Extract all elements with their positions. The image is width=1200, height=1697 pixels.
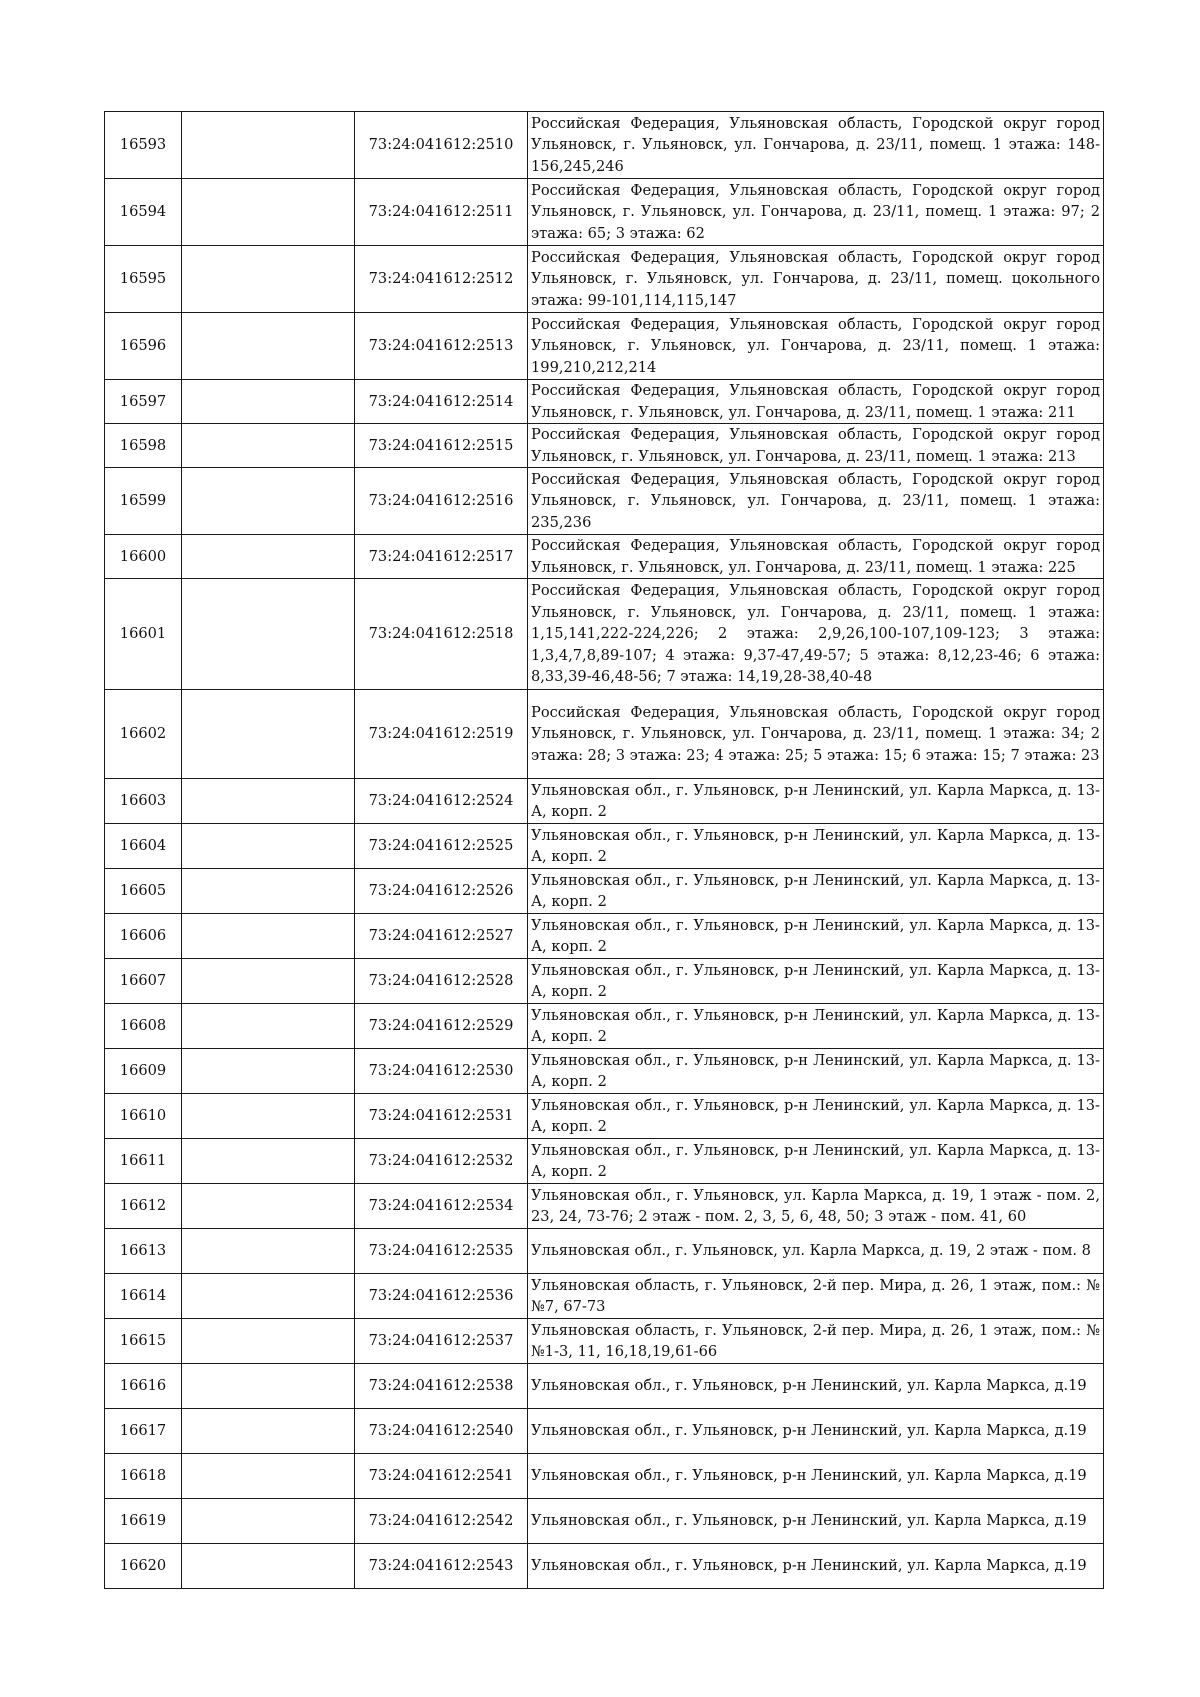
address-cell: Российская Федерация, Ульяновская область, Городской округ город Ульяновск, г. Ульяновск, ул. Гончарова, д. 23/11, помещ. 1 этажа: 235,236 bbox=[528, 468, 1104, 535]
row-number: 16598 bbox=[105, 424, 182, 468]
cadastral-number: 73:24:041612:2514 bbox=[355, 380, 528, 424]
address-cell: Ульяновская обл., г. Ульяновск, р-н Ленинский, ул. Карла Маркса, д. 13-А, корп. 2 bbox=[528, 1094, 1104, 1139]
table-row bbox=[105, 579, 1104, 690]
empty-cell bbox=[182, 179, 355, 246]
cadastral-number: 73:24:041612:2535 bbox=[355, 1229, 528, 1274]
row-number: 16612 bbox=[105, 1184, 182, 1229]
cadastral-number: 73:24:041612:2543 bbox=[355, 1544, 528, 1589]
address-cell: Российская Федерация, Ульяновская область, Городской округ город Ульяновск, г. Ульяновск, ул. Гончарова, д. 23/11, помещ. 1 этажа: 211 bbox=[528, 380, 1104, 424]
row-number: 16616 bbox=[105, 1364, 182, 1409]
row-number: 16600 bbox=[105, 535, 182, 579]
registry-table bbox=[104, 111, 1104, 1589]
empty-cell bbox=[182, 380, 355, 424]
table-row bbox=[105, 779, 1104, 824]
table-row bbox=[105, 468, 1104, 535]
address-cell: Ульяновская обл., г. Ульяновск, р-н Ленинский, ул. Карла Маркса, д. 13-А, корп. 2 bbox=[528, 1139, 1104, 1184]
table-row bbox=[105, 914, 1104, 959]
table-row bbox=[105, 1364, 1104, 1409]
address-cell: Российская Федерация, Ульяновская область, Городской округ город Ульяновск, г. Ульяновск, ул. Гончарова, д. 23/11, помещ. цокольного этажа: 99-101,114,115,147 bbox=[528, 246, 1104, 313]
table-row bbox=[105, 380, 1104, 424]
cadastral-number: 73:24:041612:2537 bbox=[355, 1319, 528, 1364]
cadastral-number: 73:24:041612:2538 bbox=[355, 1364, 528, 1409]
table-row bbox=[105, 535, 1104, 579]
empty-cell bbox=[182, 824, 355, 869]
row-number: 16602 bbox=[105, 690, 182, 779]
address-cell: Ульяновская область, г. Ульяновск, 2-й пер. Мира, д. 26, 1 этаж, пом.: №№7, 67-73 bbox=[528, 1274, 1104, 1319]
cadastral-number: 73:24:041612:2525 bbox=[355, 824, 528, 869]
address-cell: Ульяновская обл., г. Ульяновск, р-н Ленинский, ул. Карла Маркса, д. 13-А, корп. 2 bbox=[528, 1004, 1104, 1049]
table-row bbox=[105, 1499, 1104, 1544]
cadastral-number: 73:24:041612:2534 bbox=[355, 1184, 528, 1229]
empty-cell bbox=[182, 1184, 355, 1229]
table-row bbox=[105, 1229, 1104, 1274]
table-row bbox=[105, 1004, 1104, 1049]
address-cell: Ульяновская обл., г. Ульяновск, ул. Карла Маркса, д. 19, 1 этаж - пом. 2, 23, 24, 73-76; 2 этаж - пом. 2, 3, 5, 6, 48, 50; 3 этаж - пом. 41, 60 bbox=[528, 1184, 1104, 1229]
table-row bbox=[105, 1319, 1104, 1364]
empty-cell bbox=[182, 535, 355, 579]
address-cell: Ульяновская обл., г. Ульяновск, р-н Ленинский, ул. Карла Маркса, д. 13-А, корп. 2 bbox=[528, 824, 1104, 869]
address-cell: Ульяновская обл., г. Ульяновск, р-н Ленинский, ул. Карла Маркса, д.19 bbox=[528, 1409, 1104, 1454]
table-row bbox=[105, 246, 1104, 313]
empty-cell bbox=[182, 1364, 355, 1409]
row-number: 16620 bbox=[105, 1544, 182, 1589]
cadastral-number: 73:24:041612:2532 bbox=[355, 1139, 528, 1184]
empty-cell bbox=[182, 869, 355, 914]
row-number: 16618 bbox=[105, 1454, 182, 1499]
cadastral-number: 73:24:041612:2518 bbox=[355, 579, 528, 690]
row-number: 16606 bbox=[105, 914, 182, 959]
empty-cell bbox=[182, 1139, 355, 1184]
table-row bbox=[105, 1544, 1104, 1589]
empty-cell bbox=[182, 313, 355, 380]
table-row bbox=[105, 869, 1104, 914]
address-cell: Российская Федерация, Ульяновская область, Городской округ город Ульяновск, г. Ульяновск, ул. Гончарова, д. 23/11, помещ. 1 этажа: 213 bbox=[528, 424, 1104, 468]
cadastral-number: 73:24:041612:2541 bbox=[355, 1454, 528, 1499]
empty-cell bbox=[182, 1319, 355, 1364]
empty-cell bbox=[182, 1004, 355, 1049]
address-cell: Ульяновская обл., г. Ульяновск, р-н Ленинский, ул. Карла Маркса, д. 13-А, корп. 2 bbox=[528, 1049, 1104, 1094]
cadastral-number: 73:24:041612:2526 bbox=[355, 869, 528, 914]
table-row bbox=[105, 1409, 1104, 1454]
cadastral-number: 73:24:041612:2536 bbox=[355, 1274, 528, 1319]
table-row bbox=[105, 1454, 1104, 1499]
row-number: 16596 bbox=[105, 313, 182, 380]
row-number: 16613 bbox=[105, 1229, 182, 1274]
row-number: 16597 bbox=[105, 380, 182, 424]
address-cell: Российская Федерация, Ульяновская область, Городской округ город Ульяновск, г. Ульяновск, ул. Гончарова, д. 23/11, помещ. 1 этажа: 1,15,141,222-224,226; 2 этажа: 2,9,26,100-107,109-123; 3 этажа: 1,3,4,7,8,89-107; 4 этажа: 9,37-47,49-57; 5 этажа: 8,12,23-46; 6 этажа: 8,33,39-46,48-56; 7 этажа: 14,19,28-38,40-48 bbox=[528, 579, 1104, 690]
row-number: 16604 bbox=[105, 824, 182, 869]
address-cell: Ульяновская обл., г. Ульяновск, р-н Ленинский, ул. Карла Маркса, д.19 bbox=[528, 1364, 1104, 1409]
address-cell: Российская Федерация, Ульяновская область, Городской округ город Ульяновск, г. Ульяновск, ул. Гончарова, д. 23/11, помещ. 1 этажа: 199,210,212,214 bbox=[528, 313, 1104, 380]
empty-cell bbox=[182, 1049, 355, 1094]
empty-cell bbox=[182, 246, 355, 313]
empty-cell bbox=[182, 468, 355, 535]
empty-cell bbox=[182, 112, 355, 179]
table-row bbox=[105, 824, 1104, 869]
row-number: 16615 bbox=[105, 1319, 182, 1364]
table-row bbox=[105, 1049, 1104, 1094]
cadastral-number: 73:24:041612:2510 bbox=[355, 112, 528, 179]
cadastral-number: 73:24:041612:2524 bbox=[355, 779, 528, 824]
empty-cell bbox=[182, 959, 355, 1004]
address-cell: Ульяновская обл., г. Ульяновск, р-н Ленинский, ул. Карла Маркса, д. 13-А, корп. 2 bbox=[528, 779, 1104, 824]
row-number: 16610 bbox=[105, 1094, 182, 1139]
empty-cell bbox=[182, 1229, 355, 1274]
table-row bbox=[105, 1274, 1104, 1319]
table-row bbox=[105, 179, 1104, 246]
cadastral-number: 73:24:041612:2511 bbox=[355, 179, 528, 246]
table-row bbox=[105, 959, 1104, 1004]
cadastral-number: 73:24:041612:2517 bbox=[355, 535, 528, 579]
address-cell: Российская Федерация, Ульяновская область, Городской округ город Ульяновск, г. Ульяновск, ул. Гончарова, д. 23/11, помещ. 1 этажа: 225 bbox=[528, 535, 1104, 579]
empty-cell bbox=[182, 1094, 355, 1139]
row-number: 16619 bbox=[105, 1499, 182, 1544]
empty-cell bbox=[182, 1409, 355, 1454]
empty-cell bbox=[182, 1274, 355, 1319]
cadastral-number: 73:24:041612:2516 bbox=[355, 468, 528, 535]
empty-cell bbox=[182, 1454, 355, 1499]
address-cell: Российская Федерация, Ульяновская область, Городской округ город Ульяновск, г. Ульяновск, ул. Гончарова, д. 23/11, помещ. 1 этажа: 34; 2 этажа: 28; 3 этажа: 23; 4 этажа: 25; 5 этажа: 15; 6 этажа: 15; 7 этажа: 23 bbox=[528, 690, 1104, 779]
address-cell: Ульяновская обл., г. Ульяновск, р-н Ленинский, ул. Карла Маркса, д.19 bbox=[528, 1499, 1104, 1544]
address-cell: Ульяновская обл., г. Ульяновск, ул. Карла Маркса, д. 19, 2 этаж - пом. 8 bbox=[528, 1229, 1104, 1274]
table-row bbox=[105, 690, 1104, 779]
row-number: 16617 bbox=[105, 1409, 182, 1454]
cadastral-number: 73:24:041612:2528 bbox=[355, 959, 528, 1004]
row-number: 16599 bbox=[105, 468, 182, 535]
address-cell: Ульяновская обл., г. Ульяновск, р-н Ленинский, ул. Карла Маркса, д.19 bbox=[528, 1544, 1104, 1589]
cadastral-number: 73:24:041612:2542 bbox=[355, 1499, 528, 1544]
table-row bbox=[105, 313, 1104, 380]
cadastral-number: 73:24:041612:2540 bbox=[355, 1409, 528, 1454]
row-number: 16608 bbox=[105, 1004, 182, 1049]
address-cell: Ульяновская обл., г. Ульяновск, р-н Ленинский, ул. Карла Маркса, д.19 bbox=[528, 1454, 1104, 1499]
row-number: 16601 bbox=[105, 579, 182, 690]
table-row bbox=[105, 1184, 1104, 1229]
registry-table-body bbox=[105, 112, 1104, 1589]
address-cell: Ульяновская обл., г. Ульяновск, р-н Ленинский, ул. Карла Маркса, д. 13-А, корп. 2 bbox=[528, 869, 1104, 914]
empty-cell bbox=[182, 579, 355, 690]
row-number: 16603 bbox=[105, 779, 182, 824]
row-number: 16609 bbox=[105, 1049, 182, 1094]
empty-cell bbox=[182, 1544, 355, 1589]
empty-cell bbox=[182, 1499, 355, 1544]
cadastral-number: 73:24:041612:2529 bbox=[355, 1004, 528, 1049]
address-cell: Ульяновская область, г. Ульяновск, 2-й пер. Мира, д. 26, 1 этаж, пом.: №№1-3, 11, 16,18,19,61-66 bbox=[528, 1319, 1104, 1364]
row-number: 16611 bbox=[105, 1139, 182, 1184]
row-number: 16605 bbox=[105, 869, 182, 914]
empty-cell bbox=[182, 424, 355, 468]
address-cell: Российская Федерация, Ульяновская область, Городской округ город Ульяновск, г. Ульяновск, ул. Гончарова, д. 23/11, помещ. 1 этажа: 97; 2 этажа: 65; 3 этажа: 62 bbox=[528, 179, 1104, 246]
cadastral-number: 73:24:041612:2513 bbox=[355, 313, 528, 380]
row-number: 16594 bbox=[105, 179, 182, 246]
cadastral-number: 73:24:041612:2527 bbox=[355, 914, 528, 959]
cadastral-number: 73:24:041612:2531 bbox=[355, 1094, 528, 1139]
empty-cell bbox=[182, 779, 355, 824]
cadastral-number: 73:24:041612:2530 bbox=[355, 1049, 528, 1094]
cadastral-number: 73:24:041612:2519 bbox=[355, 690, 528, 779]
row-number: 16595 bbox=[105, 246, 182, 313]
row-number: 16593 bbox=[105, 112, 182, 179]
row-number: 16607 bbox=[105, 959, 182, 1004]
cadastral-number: 73:24:041612:2512 bbox=[355, 246, 528, 313]
address-cell: Ульяновская обл., г. Ульяновск, р-н Ленинский, ул. Карла Маркса, д. 13-А, корп. 2 bbox=[528, 959, 1104, 1004]
table-row bbox=[105, 112, 1104, 179]
address-cell: Ульяновская обл., г. Ульяновск, р-н Ленинский, ул. Карла Маркса, д. 13-А, корп. 2 bbox=[528, 914, 1104, 959]
row-number: 16614 bbox=[105, 1274, 182, 1319]
table-row bbox=[105, 1094, 1104, 1139]
table-row bbox=[105, 424, 1104, 468]
cadastral-number: 73:24:041612:2515 bbox=[355, 424, 528, 468]
table-row bbox=[105, 1139, 1104, 1184]
address-cell: Российская Федерация, Ульяновская область, Городской округ город Ульяновск, г. Ульяновск, ул. Гончарова, д. 23/11, помещ. 1 этажа: 148-156,245,246 bbox=[528, 112, 1104, 179]
empty-cell bbox=[182, 914, 355, 959]
empty-cell bbox=[182, 690, 355, 779]
